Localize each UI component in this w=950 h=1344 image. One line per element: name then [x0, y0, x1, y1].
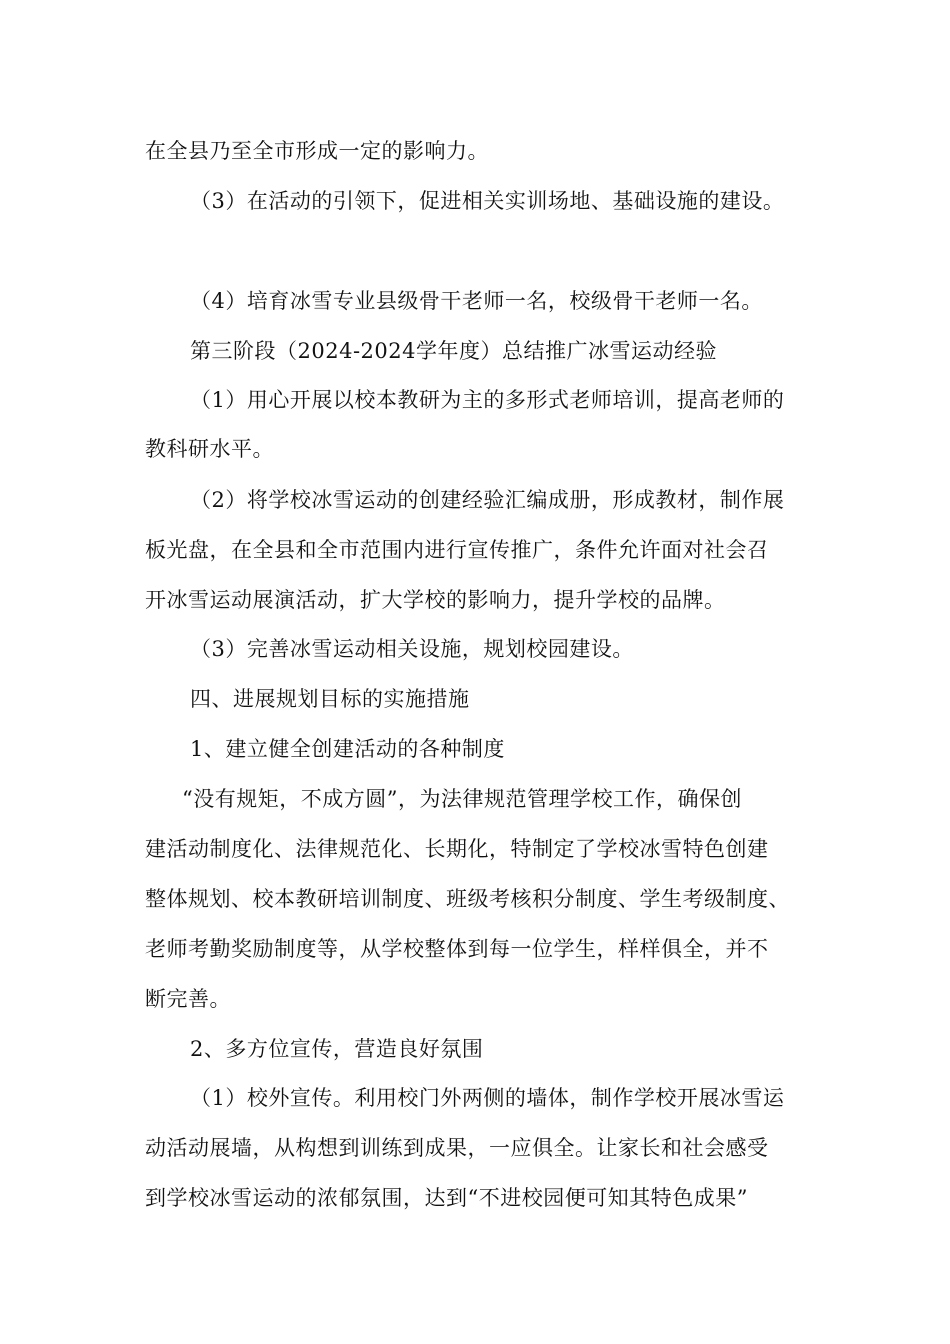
paragraph-line: 断完善。	[145, 987, 231, 1011]
paragraph-line: 建活动制度化、法律规范化、长期化，特制定了学校冰雪特色创建	[145, 837, 769, 861]
subsection-heading: 1、建立健全创建活动的各种制度	[190, 737, 505, 761]
paragraph-line: （3）在活动的引领下，促进相关实训场地、基础设施的建设。	[190, 189, 785, 213]
paragraph-line: 开冰雪运动展演活动，扩大学校的影响力，提升学校的品牌。	[145, 588, 726, 612]
paragraph-line: 教科研水平。	[145, 437, 274, 461]
paragraph-line: （1）用心开展以校本教研为主的多形式老师培训，提高老师的	[190, 388, 785, 412]
paragraph-line: 动活动展墙，从构想到训练到成果，一应俱全。让家长和社会感受	[145, 1136, 769, 1160]
paragraph-line: （4）培育冰雪专业县级骨干老师一名，校级骨干老师一名。	[190, 289, 763, 313]
section-heading: 第三阶段（2024-2024学年度）总结推广冰雪运动经验	[190, 339, 717, 363]
paragraph-line: （3）完善冰雪运动相关设施，规划校园建设。	[190, 637, 634, 661]
section-heading: 四、进展规划目标的实施措施	[190, 687, 470, 711]
paragraph-line: （2）将学校冰雪运动的创建经验汇编成册，形成教材，制作展	[190, 488, 785, 512]
paragraph-line: “没有规矩，不成方圆”，为法律规范管理学校工作，确保创	[182, 787, 742, 811]
paragraph-line: 老师考勤奖励制度等，从学校整体到每一位学生，样样俱全，并不	[145, 937, 769, 961]
paragraph-line: 整体规划、校本教研培训制度、班级考核积分制度、学生考级制度、	[145, 887, 790, 911]
paragraph-line: 板光盘，在全县和全市范围内进行宣传推广，条件允许面对社会召	[145, 538, 769, 562]
paragraph-line: 在全县乃至全市形成一定的影响力。	[145, 139, 489, 163]
paragraph-line: 到学校冰雪运动的浓郁氛围，达到“不进校园便可知其特色成果”	[145, 1186, 748, 1210]
subsection-heading: 2、多方位宣传，营造良好氛围	[190, 1037, 484, 1061]
paragraph-line: （1）校外宣传。利用校门外两侧的墙体，制作学校开展冰雪运	[190, 1086, 785, 1110]
